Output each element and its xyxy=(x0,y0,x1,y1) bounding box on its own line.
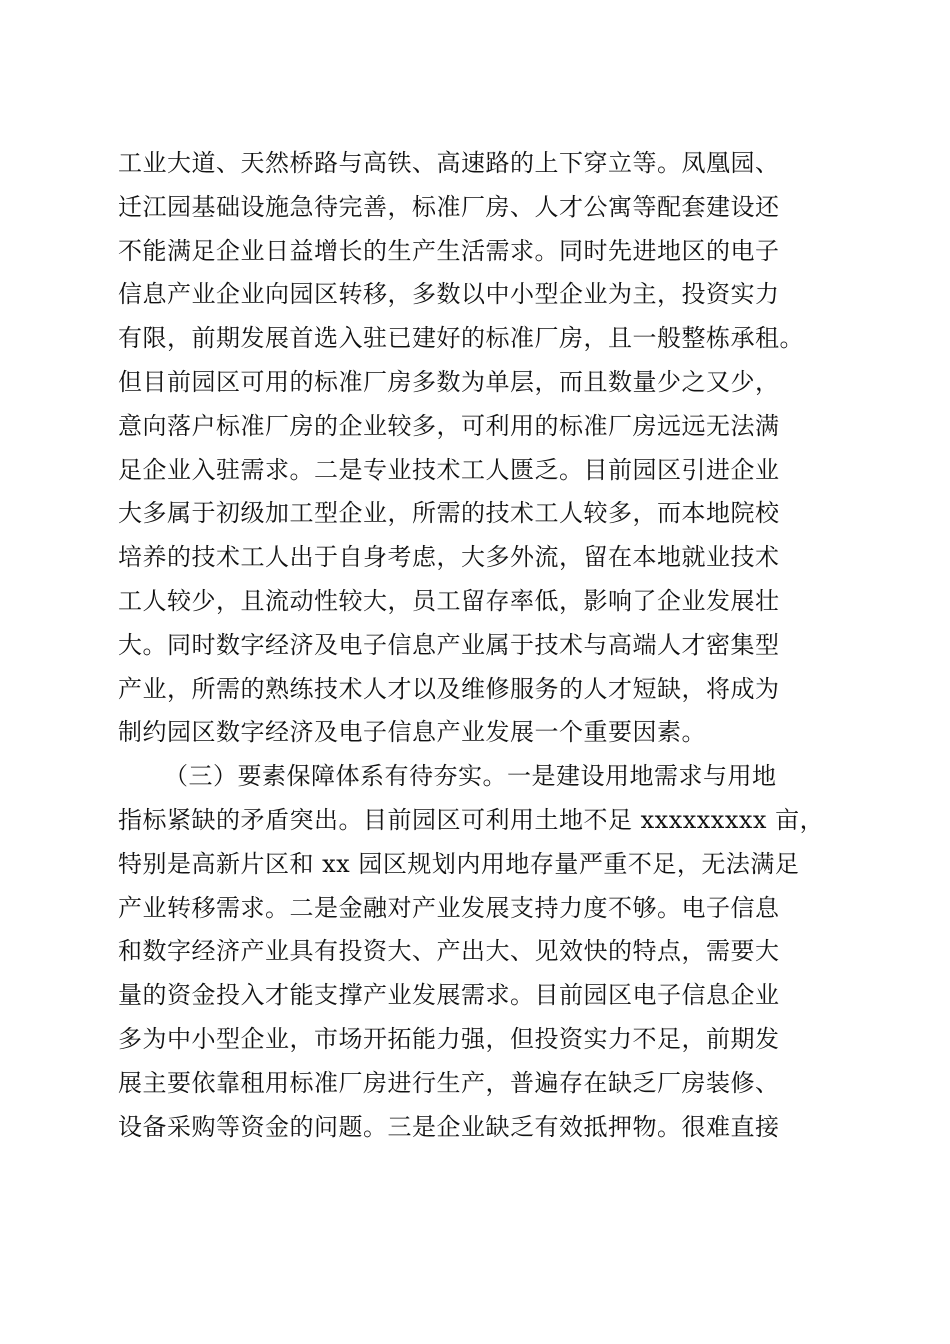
text-line: 量的资金投入才能支撑产业发展需求。目前园区电子信息企业 xyxy=(118,981,780,1010)
text-line: 特别是高新片区和 xx 园区规划内用地存量严重不足，无法满足 xyxy=(118,849,800,878)
text-line: 制约园区数字经济及电子信息产业发展一个重要因素。 xyxy=(118,718,706,747)
text-line: 大多属于初级加工型企业，所需的技术工人较多，而本地院校 xyxy=(118,499,780,528)
text-line: 意向落户标准厂房的企业较多，可利用的标准厂房远远无法满 xyxy=(118,411,780,440)
section-heading-line: （三）要素保障体系有待夯实。一是建设用地需求与用地 xyxy=(164,762,777,791)
text-line: 和数字经济产业具有投资大、产出大、见效快的特点，需要大 xyxy=(118,937,780,966)
text-line: 产业，所需的熟练技术人才以及维修服务的人才短缺，将成为 xyxy=(118,674,780,703)
text-line: 不能满足企业日益增长的生产生活需求。同时先进地区的电子 xyxy=(118,236,780,265)
text-line: 足企业入驻需求。二是专业技术工人匮乏。目前园区引进企业 xyxy=(118,455,780,484)
text-line: 迁江园基础设施急待完善，标准厂房、人才公寓等配套建设还 xyxy=(118,192,780,221)
text-line: 但目前园区可用的标准厂房多数为单层，而且数量少之又少， xyxy=(118,367,780,396)
text-line: 展主要依靠租用标准厂房进行生产，普遍存在缺乏厂房装修、 xyxy=(118,1068,780,1097)
text-line: 工人较少，且流动性较大，员工留存率低，影响了企业发展壮 xyxy=(118,586,780,615)
text-line: 工业大道、天然桥路与高铁、高速路的上下穿立等。凤凰园、 xyxy=(118,149,780,177)
text-line: 产业转移需求。二是金融对产业发展支持力度不够。电子信息 xyxy=(118,893,780,922)
text-line: 培养的技术工人出于自身考虑，大多外流，留在本地就业技术 xyxy=(118,543,780,572)
text-line: 多为中小型企业，市场开拓能力强，但投资实力不足，前期发 xyxy=(118,1024,780,1053)
body-text xyxy=(118,142,838,1149)
text-line: 有限，前期发展首选入驻已建好的标准厂房，且一般整栋承租。 xyxy=(118,324,804,353)
text-line: 指标紧缺的矛盾突出。目前园区可利用土地不足 xxxxxxxxx 亩， xyxy=(118,805,825,834)
text-line: 大。同时数字经济及电子信息产业属于技术与高端人才密集型 xyxy=(118,630,780,659)
text-line: 信息产业企业向园区转移，多数以中小型企业为主，投资实力 xyxy=(118,280,780,309)
text-line: 设备采购等资金的问题。三是企业缺乏有效抵押物。很难直接 xyxy=(118,1112,780,1141)
